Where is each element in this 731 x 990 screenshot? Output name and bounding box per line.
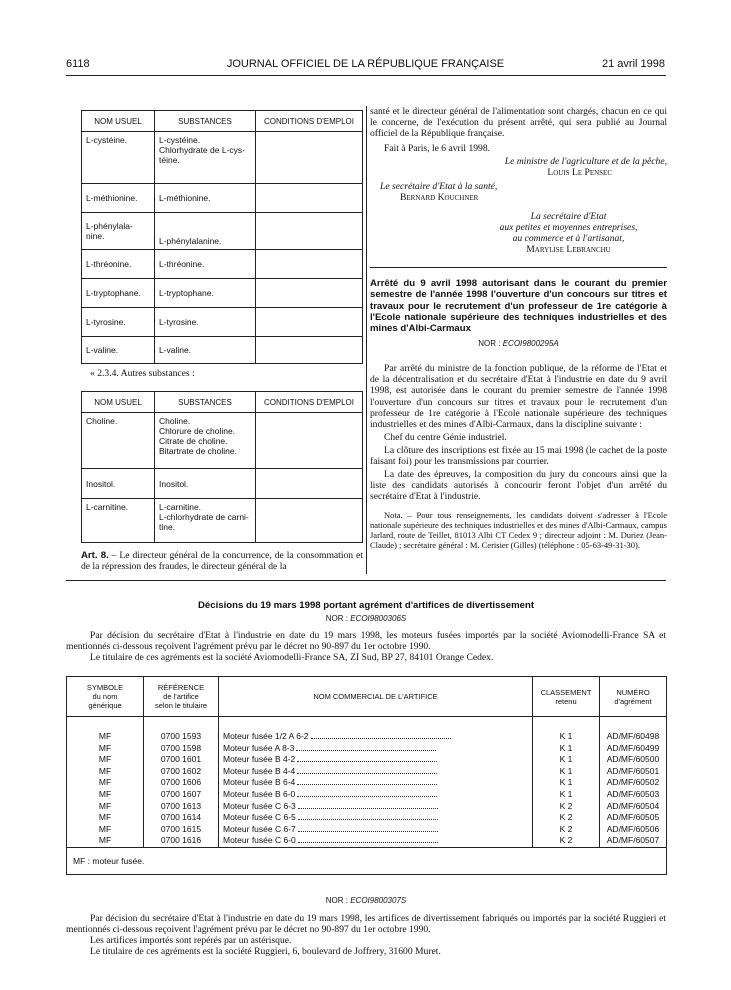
col-header-numero: NUMÉRO d'agrément xyxy=(600,677,667,717)
nota: Nota. – Pour tous renseignements, les candidats doivent s'adresser à l'Ecole nationale supérieure des techniques industrielles et des mines d'Albi-Carmaux, campus Jarlard, route de Teillet, 81013 Albi CT Cedex 9 ; directeur adjoint : M. Duriez (Jean-Claude) ; secrétaire général : M. Cerisier (Gilles) (téléphone : 05-63-49-31-30). xyxy=(370,510,667,551)
nor-reference: NOR : ECOI9800295A xyxy=(478,339,559,349)
table-row: MF 0700 1616 Moteur fusée C 6-0 K 2 AD/MF/60507 xyxy=(67,835,667,847)
table-row: L-valine. L-valine. xyxy=(82,337,363,364)
col-header-nom-commercial: NOM COMMERCIAL DE L'ARTIFICE xyxy=(219,677,533,717)
table-row: L-carnitine. L-carnitine. L-chlorhydrate de carni- tine. xyxy=(82,499,363,543)
artifice-table xyxy=(66,676,667,875)
journal-title: JOURNAL OFFICIEL DE LA RÉPUBLIQUE FRANÇAISE xyxy=(226,58,505,70)
table-row: MF 0700 1614 Moteur fusée C 6-5 K 2 AD/MF/60505 xyxy=(67,812,667,824)
nutrient-table-1 xyxy=(81,110,363,364)
leader-dots xyxy=(298,824,438,832)
issue-date: 21 avril 1998 xyxy=(602,58,665,70)
table-row: L-cystéine. L-cystéine. Chlorhydrate de L-cys- téine. xyxy=(82,132,363,184)
col-header-conditions: CONDITIONS D'EMPLOI xyxy=(256,111,363,132)
column-divider xyxy=(366,106,367,574)
section-rule xyxy=(370,267,667,268)
table-row: MF 0700 1606 Moteur fusée B 6-4 K 1 AD/MF/60502 xyxy=(67,777,667,789)
col-header-classement: CLASSEMENT retenu xyxy=(533,677,600,717)
autres-substances-heading: « 2.3.4. Autres substances : xyxy=(90,368,195,379)
decisions-text: Par décision du secrétaire d'Etat à l'industrie en date du 19 mars 1998, les moteurs fusées importés par la société Aviomodelli-France SA et mentionnés ci-dessous reçoivent l'agrément prévu par le décret no 90-897 du 1er octobre 1990. Le titulaire de ces agréments est la société Aviomodelli-France SA, ZI Sud, BP 27, 84101 Orange Cedex. xyxy=(66,630,666,664)
col-header-substances: SUBSTANCES xyxy=(155,392,256,413)
table-row: MF 0700 1601 Moteur fusée B 4-2 K 1 AD/MF/60500 xyxy=(67,754,667,766)
header-rule xyxy=(66,75,666,76)
table-row: L-méthionine. L-méthionine. xyxy=(82,184,363,213)
table-row: MF 0700 1602 Moteur fusée B 4-4 K 1 AD/MF/60501 xyxy=(67,766,667,778)
table-row: MF 0700 1615 Moteur fusée C 6-7 K 2 AD/MF/60506 xyxy=(67,824,667,836)
leader-dots xyxy=(296,743,436,751)
col-header-nom: NOM USUEL xyxy=(82,392,155,413)
table-row: MF 0700 1607 Moteur fusée B 6-0 K 1 AD/MF/60503 xyxy=(67,789,667,801)
right-column: santé et le directeur général de l'alimentation sont chargés, chacun en ce qui le concerne, de l'exécution du présent arrêté, qui sera publié au Journal officiel de la République française. Fait à Paris, le 6 avril 1998. Le ministre de l'agriculture et de la pêche, Louis Le Pensec Le secrétaire d'Etat à la santé, Bernard Kouchner La secrétaire d'Etat aux petites et moyennes entreprises, au commerce et à l'artisanat, Marylise Lebranchu Arrêté du 9 avril 1998 autorisant dans le courant du premier semestre de l'année 1998 l'ouverture d'un concours sur titres et travaux pour le recrutement d'un professeur de 1re catégorie à l'Ecole nationale supérieure des techniques industrielles et des mines d'Albi-Carmaux NOR : ECOI9800295A Par arrêté du ministre de la fonction publique, de la réforme de l'Etat et de la décentralisation et du secrétaire d'Etat à l'industrie en date du 9 avril 1998, est autorisée dans le courant du premier semestre de l'année 1998 l'ouverture d'un concours sur titres et travaux pour le recrutement d'un professeur de 1re catégorie à l'Ecole nationale supérieure des techniques industrielles et des mines d'Albi-Carmaux, dans la discipline suivante : Chef du centre Génie industriel. La clôture des inscriptions est fixée au 15 mai 1998 (le cachet de la poste faisant foi) pour les transmissions par courrier. La date des épreuves, la composition du jury du concours ainsi que la liste des candidats autorisés à concourir feront l'objet d'un arrêté du secrétaire d'Etat à l'industrie. Nota. – Pour tous renseignements, les candidats doivent s'adresser à l'Ecole nationale supérieure des techniques industrielles et des mines d'Albi-Carmaux, campus Jarlard, route de Teillet, 81013 Albi CT Cedex 9 ; directeur adjoint : M. Duriez (Jean-Claude) ; secrétaire général : M. Cerisier (Gilles) (téléphone : 05-63-49-31-30). xyxy=(370,106,667,551)
leader-dots xyxy=(298,812,438,820)
col-header-substances: SUBSTANCES xyxy=(155,111,256,132)
table-row: L-thréonine. L-thréonine. xyxy=(82,250,363,279)
table-row: MF 0700 1598 Moteur fusée A 8-3 K 1 AD/MF/60499 xyxy=(67,743,667,755)
decisions-title: Décisions du 19 mars 1998 portant agrément d'artifices de divertissement xyxy=(197,600,535,611)
leader-dots xyxy=(298,835,438,843)
table-footnote: MF : moteur fusée. xyxy=(67,847,667,874)
col-header-reference: RÉFÉRENCE de l'artifice selon le titulaire xyxy=(144,677,219,717)
col-header-symbole: SYMBOLE du nom générique xyxy=(67,677,144,717)
col-header-nom: NOM USUEL xyxy=(82,111,155,132)
table-row: MF 0700 1593 Moteur fusée 1/2 A 6-2 K 1 AD/MF/60498 xyxy=(67,717,667,743)
leader-dots xyxy=(297,789,437,797)
leader-dots xyxy=(311,731,451,739)
leader-dots xyxy=(297,766,437,774)
table-row: Inositol. Inositol. xyxy=(82,469,363,499)
nutrient-table-2 xyxy=(81,391,363,543)
table-row: MF 0700 1613 Moteur fusée C 6-3 K 2 AD/MF/60504 xyxy=(67,801,667,813)
second-decision-text: Par décision du secrétaire d'Etat à l'industrie en date du 19 mars 1998, les artifices de divertissement fabriqués ou importés par la société Ruggieri et mentionnés ci-dessous reçoivent l'agrément prévu par le décret no 90-897 du 1er octobre 1990. Les artifices importés sont repérés par un astérisque. Le titulaire de ces agréments est la société Ruggieri, 6, boulevard de Joffrery, 31600 Muret. xyxy=(66,913,666,958)
article-8: Art. 8. – Le directeur général de la concurrence, de la consommation et de la répression des fraudes, le directeur général de la xyxy=(81,550,363,573)
leader-dots xyxy=(297,754,437,762)
leader-dots xyxy=(297,777,437,785)
section-rule xyxy=(66,580,666,581)
table-row: L-phénylala- nine. L-phénylalanine. xyxy=(82,213,363,250)
page-number: 6118 xyxy=(66,58,90,70)
arrete-title: Arrêté du 9 avril 1998 autorisant dans le courant du premier semestre de l'année 1998 l'ouverture d'un concours sur titres et travaux pour le recrutement d'un professeur de 1re catégorie à l'Ecole nationale supérieure des techniques industrielles et des mines d'Albi-Carmaux xyxy=(370,278,667,334)
nor-reference: NOR : ECOI9800307S xyxy=(325,896,407,905)
table-row: Choline. Choline. Chlorure de choline. Citrate de choline. Bitartrate de choline. xyxy=(82,413,363,469)
nor-reference: NOR : ECOI9800306S xyxy=(325,614,407,623)
table-row: L-tryptophane. L-tryptophane. xyxy=(82,279,363,308)
leader-dots xyxy=(298,801,438,809)
table-row: L-tyrosine. L-tyrosine. xyxy=(82,308,363,337)
col-header-conditions: CONDITIONS D'EMPLOI xyxy=(256,392,363,413)
